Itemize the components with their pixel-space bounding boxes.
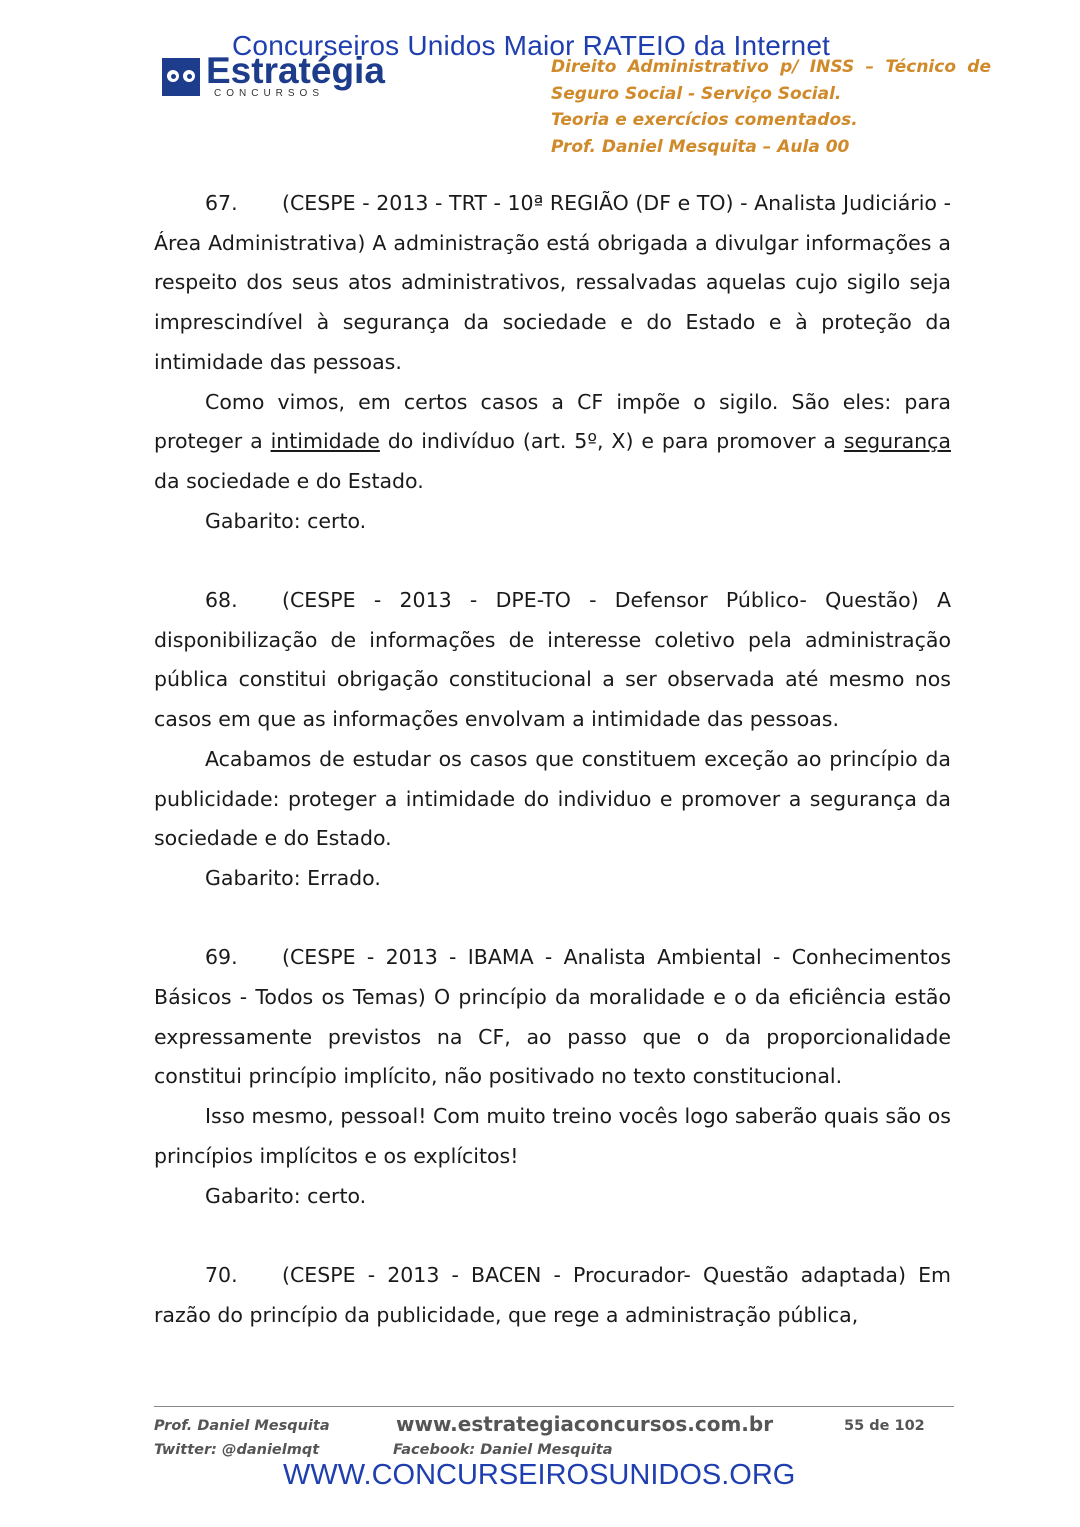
- underlined-term: intimidade: [270, 429, 380, 454]
- course-header-line3: Teoria e exercícios comentados.: [551, 110, 858, 130]
- question-number: 68.: [205, 588, 238, 613]
- question-text: (CESPE - 2013 - BACEN - Procurador- Questão adaptada) Em razão do princípio da publicidade, que rege a administração pública,: [154, 1262, 951, 1327]
- course-header-line1: Direito Administrativo p/ INSS – Técnico de: [551, 57, 991, 77]
- page-content: [154, 184, 951, 1335]
- footer-twitter: Twitter: @danielmqt: [154, 1442, 320, 1458]
- underlined-term: segurança: [843, 429, 951, 454]
- logo-word: Estratégia: [206, 50, 385, 91]
- question-69-statement: [154, 938, 951, 1097]
- footer-professor: Prof. Daniel Mesquita: [154, 1418, 330, 1434]
- page-number: 55 de 102: [844, 1418, 925, 1434]
- footer-facebook: Facebook: Daniel Mesquita: [393, 1442, 613, 1458]
- question-68-statement: [154, 581, 951, 740]
- question-68-answer: Gabarito: Errado.: [205, 865, 381, 890]
- question-text: (CESPE - 2013 - DPE-TO - Defensor Público- Questão) A disponibilização de informações de interesse coletivo pela administração pública constitui obrigação constitucional a ser observada até mesmo nos casos em que as informações envolvam a intimidade das pessoas.: [154, 588, 951, 732]
- question-text: (CESPE - 2013 - IBAMA - Analista Ambiental - Conhecimentos Básicos - Todos os Temas) O princípio da moralidade e o da eficiência estão expressamente previstos na CF, ao passo que o da proporcionalidade constitui princípio implícito, não positivado no texto constitucional.: [154, 945, 951, 1089]
- comment-text: da sociedade e do Estado.: [154, 468, 424, 493]
- course-header: [551, 54, 991, 160]
- footer-site-link[interactable]: www.estrategiaconcursos.com.br: [396, 1412, 774, 1436]
- question-text: (CESPE - 2013 - TRT - 10ª REGIÃO (DF e TO) - Analista Judiciário - Área Administrativa) A administração está obrigada a divulgar informações a respeito dos seus atos administrativos, ressalvadas aquelas cujo sigilo seja imprescindível à segurança da sociedade e do Estado e à proteção da intimidade das pessoas.: [154, 191, 951, 374]
- comment-text: Como vimos, em certos casos a CF impõe o sigilo. São eles: para proteger a: [154, 389, 951, 454]
- owl-icon: [162, 58, 200, 96]
- question-number: 70.: [205, 1262, 238, 1287]
- question-70-statement: [154, 1256, 951, 1335]
- question-68-comment: Acabamos de estudar os casos que constituem exceção ao princípio da publicidade: proteger a intimidade do individuo e promover a segurança da sociedade e do Estado.: [154, 746, 951, 851]
- watermark-bottom: WWW.CONCURSEIROSUNIDOS.ORG: [283, 1459, 796, 1491]
- question-67-answer: Gabarito: certo.: [205, 508, 367, 533]
- footer-divider: [154, 1406, 954, 1407]
- question-67-comment: [154, 383, 951, 502]
- course-header-line4: Prof. Daniel Mesquita – Aula 00: [551, 136, 850, 157]
- question-67-statement: [154, 184, 951, 383]
- question-number: 69.: [205, 945, 238, 970]
- logo-subtitle: CONCURSOS: [214, 88, 325, 99]
- question-number: 67.: [205, 191, 238, 215]
- question-69-comment: Isso mesmo, pessoal! Com muito treino vocês logo saberão quais são os princípios implícitos e os explícitos!: [154, 1104, 951, 1168]
- watermark-top: Concurseiros Unidos Maior RATEIO da Internet: [232, 30, 831, 61]
- course-header-line2: Seguro Social - Serviço Social.: [551, 83, 842, 104]
- comment-text: do indivíduo (art. 5º, X) e para promover a: [387, 429, 836, 454]
- estrategia-logo: [162, 50, 402, 100]
- question-69-answer: Gabarito: certo.: [205, 1183, 367, 1208]
